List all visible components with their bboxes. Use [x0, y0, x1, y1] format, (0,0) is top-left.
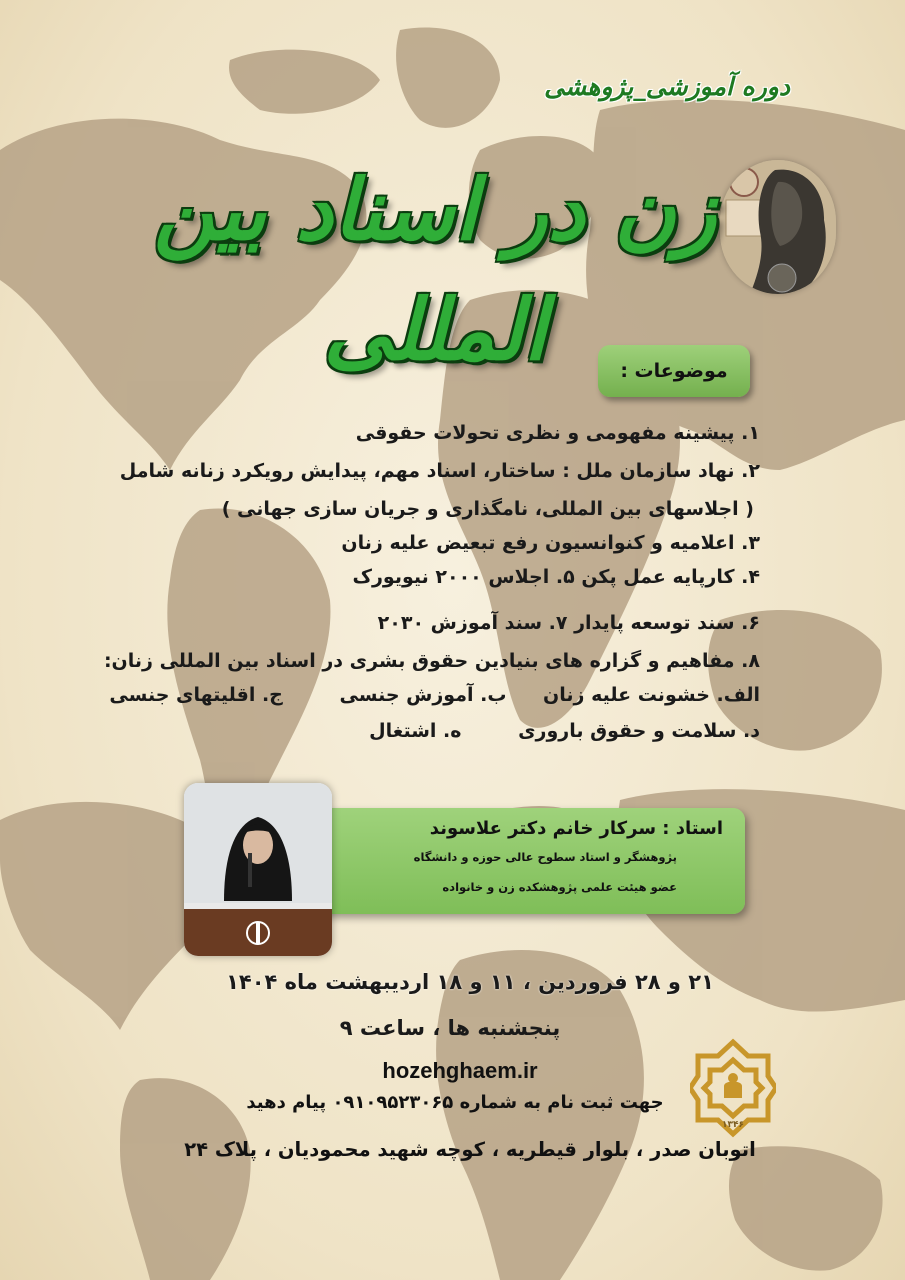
topic-item: ۸. مفاهیم و گزاره های بنیادین حقوق بشری در اسناد بین المللی زنان:: [103, 650, 760, 672]
course-dates: ۲۱ و ۲۸ فروردین ، ۱۱ و ۱۸ اردیبهشت ماه ۱۴۰۴: [226, 970, 714, 994]
teacher-affiliation: عضو هیئت علمی پژوهشکده زن و خانواده: [442, 880, 677, 894]
subtopic-row: [369, 720, 760, 742]
website-link[interactable]: hozehghaem.ir: [382, 1058, 538, 1083]
topic-item: ۲. نهاد سازمان ملل : ساختار، اسناد مهم، پیدایش رویکرد زنانه شامل: [119, 460, 760, 482]
teacher-photo: [184, 783, 332, 956]
topic-item: ۴. کارپایه عمل پکن ۵. اجلاس ۲۰۰۰ نیویورک: [352, 566, 760, 588]
address: اتوبان صدر ، بلوار قیطریه ، کوچه شهید محمودیان ، پلاک ۲۴: [184, 1138, 756, 1161]
subtopic-item: د. سلامت و حقوق باروری: [518, 720, 760, 742]
teacher-name: استاد : سرکار خانم دکتر علاسوند: [429, 818, 723, 839]
teacher-role: پژوهشگر و استاد سطوح عالی حوزه و دانشگاه: [413, 850, 677, 864]
subtopic-item: ب. آموزش جنسی: [339, 684, 507, 706]
topics-heading-badge: موضوعات :: [598, 345, 750, 397]
subtopic-item: ه. اشتغال: [369, 720, 462, 742]
logo-year: ۱۳۴۶: [722, 1120, 744, 1130]
course-type-label: دوره آموزشی_پژوهشی: [544, 72, 790, 101]
registration-note: جهت ثبت نام به شماره ۰۹۱۰۹۵۲۳۰۶۵ پیام دهید: [246, 1092, 664, 1113]
session-time: پنجشنبه ها ، ساعت ۹: [339, 1016, 561, 1040]
subtopic-item: الف. خشونت علیه زنان: [543, 684, 760, 706]
topic-item: ۶. سند توسعه پایدار ۷. سند آموزش ۲۰۳۰: [377, 612, 760, 634]
topic-item: ( اجلاسهای بین المللی، نامگذاری و جریان سازی جهانی ): [221, 498, 754, 520]
title-illustration: [720, 160, 836, 294]
topic-item: ۱. پیشینه مفهومی و نظری تحولات حقوقی: [355, 422, 760, 444]
subtopic-row: [109, 684, 760, 706]
subtopic-item: ج. اقلیتهای جنسی: [109, 684, 283, 706]
topic-item: ۳. اعلامیه و کنوانسیون رفع تبعیض علیه زنان: [341, 532, 760, 554]
main-title: زن در اسناد بین المللی: [153, 160, 717, 379]
